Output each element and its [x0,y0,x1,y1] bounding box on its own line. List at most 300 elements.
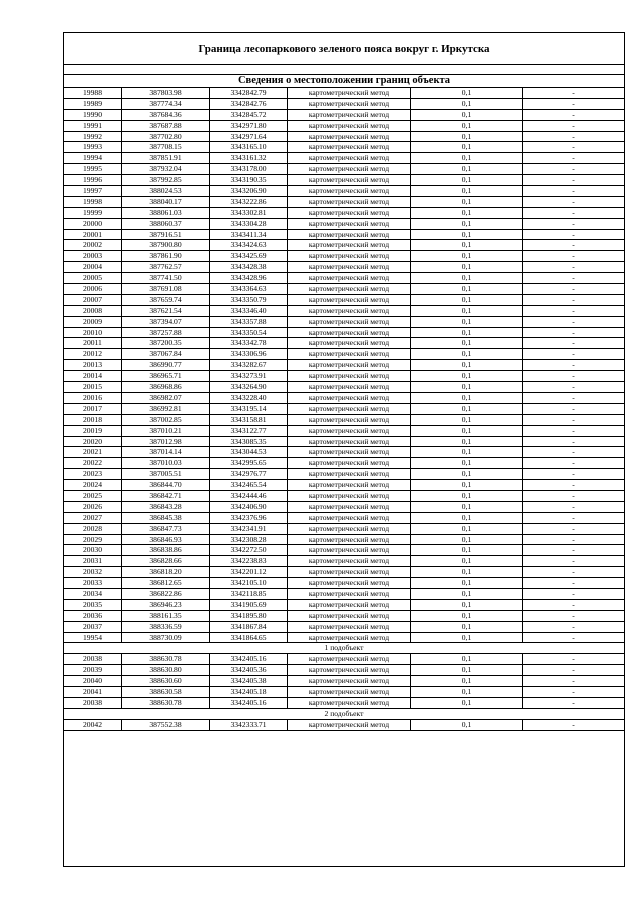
x-coordinate-cell: 386842.71 [122,491,210,501]
method-cell: картометрический метод [288,578,411,588]
point-number-cell: 20006 [64,284,122,294]
subobject-label: 1 подобъект [324,643,364,653]
y-coordinate-cell: 3343306.96 [210,349,288,359]
point-number-cell: 20039 [64,665,122,675]
accuracy-cell: 0,1 [411,437,523,447]
y-coordinate-cell: 3343044.53 [210,447,288,457]
point-number-cell: 20016 [64,393,122,403]
table-row [64,502,624,513]
table-row [64,360,624,371]
x-coordinate-cell: 387552.38 [122,720,210,730]
table-row [64,197,624,208]
point-number-cell: 19989 [64,99,122,109]
point-number-cell: 20008 [64,306,122,316]
table-row [64,665,624,676]
method-cell: картометрический метод [288,437,411,447]
accuracy-cell: 0,1 [411,284,523,294]
table-row [64,219,624,230]
accuracy-cell: 0,1 [411,349,523,359]
point-number-cell: 19994 [64,153,122,163]
note-cell: - [572,436,575,446]
x-coordinate-cell: 386844.70 [122,480,210,490]
table-row [64,720,624,731]
method-cell: картометрический метод [288,251,411,261]
point-number-cell: 20020 [64,437,122,447]
method-cell: картометрический метод [288,262,411,272]
x-coordinate-cell: 387774.34 [122,99,210,109]
method-cell: картометрический метод [288,328,411,338]
accuracy-cell: 0,1 [411,589,523,599]
method-cell: картометрический метод [288,404,411,414]
table-row [64,622,624,633]
table-row [64,447,624,458]
y-coordinate-cell: 3343350.79 [210,295,288,305]
method-cell: картометрический метод [288,306,411,316]
y-coordinate-cell: 3342405.36 [210,665,288,675]
point-number-cell: 20002 [64,240,122,250]
table-row [64,371,624,382]
point-number-cell: 20012 [64,349,122,359]
x-coordinate-cell: 387010.21 [122,426,210,436]
x-coordinate-cell: 387992.85 [122,175,210,185]
y-coordinate-cell: 3342405.16 [210,654,288,664]
table-row [64,491,624,502]
x-coordinate-cell: 387002.85 [122,415,210,425]
y-coordinate-cell: 3342971.64 [210,132,288,142]
note-cell: - [572,697,575,707]
point-number-cell: 20028 [64,524,122,534]
point-number-cell: 20030 [64,545,122,555]
subobject-separator [64,643,624,654]
x-coordinate-cell: 386992.81 [122,404,210,414]
table-body [64,88,624,731]
note-cell: - [572,305,575,315]
x-coordinate-cell: 387741.50 [122,273,210,283]
x-coordinate-cell: 387900.80 [122,240,210,250]
table-row [64,251,624,262]
accuracy-cell: 0,1 [411,404,523,414]
table-row [64,469,624,480]
method-cell: картометрический метод [288,273,411,283]
table-row [64,153,624,164]
x-coordinate-cell: 388060.37 [122,219,210,229]
x-coordinate-cell: 386818.20 [122,567,210,577]
note-cell: - [572,207,575,217]
table-row [64,654,624,665]
x-coordinate-cell: 386846.93 [122,535,210,545]
note-cell: - [572,284,575,294]
x-coordinate-cell: 388630.78 [122,654,210,664]
accuracy-cell: 0,1 [411,458,523,468]
table-row [64,676,624,687]
y-coordinate-cell: 3342406.90 [210,502,288,512]
accuracy-cell: 0,1 [411,426,523,436]
point-number-cell: 19992 [64,132,122,142]
x-coordinate-cell: 386843.28 [122,502,210,512]
table-row [64,437,624,448]
section-subtitle: Сведения о местоположении границ объекта [64,75,624,88]
y-coordinate-cell: 3341905.69 [210,600,288,610]
point-number-cell: 19999 [64,208,122,218]
note-cell: - [572,469,575,479]
accuracy-cell: 0,1 [411,273,523,283]
note-cell: - [572,588,575,598]
y-coordinate-cell: 3343165.10 [210,142,288,152]
accuracy-cell: 0,1 [411,513,523,523]
table-row [64,415,624,426]
accuracy-cell: 0,1 [411,240,523,250]
note-cell: - [572,164,575,174]
method-cell: картометрический метод [288,230,411,240]
point-number-cell: 20035 [64,600,122,610]
method-cell: картометрический метод [288,447,411,457]
accuracy-cell: 0,1 [411,121,523,131]
x-coordinate-cell: 387762.57 [122,262,210,272]
note-cell: - [572,120,575,130]
accuracy-cell: 0,1 [411,153,523,163]
accuracy-cell: 0,1 [411,480,523,490]
point-number-cell: 20009 [64,317,122,327]
y-coordinate-cell: 3342308.28 [210,535,288,545]
table-row [64,556,624,567]
y-coordinate-cell: 3343428.96 [210,273,288,283]
accuracy-cell: 0,1 [411,142,523,152]
x-coordinate-cell: 387394.07 [122,317,210,327]
method-cell: картометрический метод [288,371,411,381]
y-coordinate-cell: 3343282.67 [210,360,288,370]
x-coordinate-cell: 387659.74 [122,295,210,305]
y-coordinate-cell: 3343346.40 [210,306,288,316]
y-coordinate-cell: 3343342.78 [210,338,288,348]
accuracy-cell: 0,1 [411,611,523,621]
note-cell: - [572,196,575,206]
accuracy-cell: 0,1 [411,545,523,555]
note-cell: - [572,654,575,664]
method-cell: картометрический метод [288,153,411,163]
method-cell: картометрический метод [288,687,411,697]
table-row [64,338,624,349]
note-cell: - [572,131,575,141]
table-row [64,382,624,393]
y-coordinate-cell: 3342376.96 [210,513,288,523]
method-cell: картометрический метод [288,676,411,686]
note-cell: - [572,98,575,108]
method-cell: картометрический метод [288,469,411,479]
method-cell: картометрический метод [288,208,411,218]
point-number-cell: 19998 [64,197,122,207]
y-coordinate-cell: 3343190.35 [210,175,288,185]
method-cell: картометрический метод [288,633,411,643]
point-number-cell: 20011 [64,338,122,348]
table-row [64,186,624,197]
document-table [63,32,625,867]
table-row [64,230,624,241]
accuracy-cell: 0,1 [411,578,523,588]
point-number-cell: 20023 [64,469,122,479]
point-number-cell: 20036 [64,611,122,621]
point-number-cell: 20042 [64,720,122,730]
y-coordinate-cell: 3343304.28 [210,219,288,229]
accuracy-cell: 0,1 [411,567,523,577]
x-coordinate-cell: 387708.15 [122,142,210,152]
accuracy-cell: 0,1 [411,230,523,240]
accuracy-cell: 0,1 [411,491,523,501]
accuracy-cell: 0,1 [411,687,523,697]
accuracy-cell: 0,1 [411,676,523,686]
method-cell: картометрический метод [288,110,411,120]
point-number-cell: 20037 [64,622,122,632]
point-number-cell: 20033 [64,578,122,588]
point-number-cell: 19991 [64,121,122,131]
method-cell: картометрический метод [288,600,411,610]
method-cell: картометрический метод [288,338,411,348]
method-cell: картометрический метод [288,175,411,185]
method-cell: картометрический метод [288,317,411,327]
note-cell: - [572,382,575,392]
accuracy-cell: 0,1 [411,633,523,643]
point-number-cell: 20004 [64,262,122,272]
note-cell: - [572,218,575,228]
x-coordinate-cell: 387691.08 [122,284,210,294]
x-coordinate-cell: 387684.36 [122,110,210,120]
note-cell: - [572,490,575,500]
method-cell: картометрический метод [288,611,411,621]
point-number-cell: 20031 [64,556,122,566]
x-coordinate-cell: 387803.98 [122,88,210,98]
table-row [64,164,624,175]
point-number-cell: 20015 [64,382,122,392]
x-coordinate-cell: 388161.35 [122,611,210,621]
accuracy-cell: 0,1 [411,524,523,534]
x-coordinate-cell: 387621.54 [122,306,210,316]
x-coordinate-cell: 387067.84 [122,349,210,359]
accuracy-cell: 0,1 [411,502,523,512]
table-row [64,273,624,284]
table-row [64,480,624,491]
x-coordinate-cell: 387014.14 [122,447,210,457]
point-number-cell: 20038 [64,654,122,664]
x-coordinate-cell: 387005.51 [122,469,210,479]
x-coordinate-cell: 387010.03 [122,458,210,468]
method-cell: картометрический метод [288,186,411,196]
note-cell: - [572,240,575,250]
note-cell: - [572,458,575,468]
point-number-cell: 20034 [64,589,122,599]
note-cell: - [572,273,575,283]
y-coordinate-cell: 3343428.38 [210,262,288,272]
method-cell: картометрический метод [288,349,411,359]
note-cell: - [572,316,575,326]
note-cell: - [572,523,575,533]
method-cell: картометрический метод [288,284,411,294]
note-cell: - [572,610,575,620]
table-row [64,142,624,153]
y-coordinate-cell: 3343085.35 [210,437,288,447]
point-number-cell: 20029 [64,535,122,545]
table-row [64,306,624,317]
y-coordinate-cell: 3342341.91 [210,524,288,534]
table-row [64,317,624,328]
note-cell: - [572,262,575,272]
x-coordinate-cell: 388024.53 [122,186,210,196]
y-coordinate-cell: 3342845.72 [210,110,288,120]
x-coordinate-cell: 387932.04 [122,164,210,174]
point-number-cell: 20001 [64,230,122,240]
table-row [64,589,624,600]
note-cell: - [572,425,575,435]
y-coordinate-cell: 3343302.81 [210,208,288,218]
point-number-cell: 20019 [64,426,122,436]
note-cell: - [572,534,575,544]
accuracy-cell: 0,1 [411,600,523,610]
accuracy-cell: 0,1 [411,219,523,229]
accuracy-cell: 0,1 [411,295,523,305]
method-cell: картометрический метод [288,295,411,305]
method-cell: картометрический метод [288,426,411,436]
method-cell: картометрический метод [288,535,411,545]
method-cell: картометрический метод [288,665,411,675]
note-cell: - [572,338,575,348]
note-cell: - [572,719,575,729]
table-row [64,600,624,611]
note-cell: - [572,632,575,642]
y-coordinate-cell: 3343228.40 [210,393,288,403]
method-cell: картометрический метод [288,622,411,632]
table-row [64,513,624,524]
accuracy-cell: 0,1 [411,262,523,272]
note-cell: - [572,360,575,370]
point-number-cell: 20007 [64,295,122,305]
accuracy-cell: 0,1 [411,132,523,142]
table-row [64,535,624,546]
point-number-cell: 20021 [64,447,122,457]
accuracy-cell: 0,1 [411,665,523,675]
y-coordinate-cell: 3343195.14 [210,404,288,414]
accuracy-cell: 0,1 [411,317,523,327]
subobject-label: 2 подобъект [324,708,364,718]
x-coordinate-cell: 388630.58 [122,687,210,697]
y-coordinate-cell: 3343206.90 [210,186,288,196]
note-cell: - [572,447,575,457]
x-coordinate-cell: 388040.17 [122,197,210,207]
point-number-cell: 19996 [64,175,122,185]
method-cell: картометрический метод [288,360,411,370]
accuracy-cell: 0,1 [411,306,523,316]
point-number-cell: 19990 [64,110,122,120]
accuracy-cell: 0,1 [411,469,523,479]
method-cell: картометрический метод [288,132,411,142]
point-number-cell: 20025 [64,491,122,501]
point-number-cell: 20022 [64,458,122,468]
x-coordinate-cell: 387257.88 [122,328,210,338]
method-cell: картометрический метод [288,219,411,229]
table-row [64,328,624,339]
y-coordinate-cell: 3342444.46 [210,491,288,501]
note-cell: - [572,599,575,609]
point-number-cell: 20003 [64,251,122,261]
note-cell: - [572,545,575,555]
x-coordinate-cell: 387851.91 [122,153,210,163]
method-cell: картометрический метод [288,415,411,425]
note-cell: - [572,109,575,119]
accuracy-cell: 0,1 [411,556,523,566]
note-cell: - [572,294,575,304]
y-coordinate-cell: 3342201.12 [210,567,288,577]
x-coordinate-cell: 386946.23 [122,600,210,610]
x-coordinate-cell: 387916.51 [122,230,210,240]
y-coordinate-cell: 3342976.77 [210,469,288,479]
method-cell: картометрический метод [288,197,411,207]
point-number-cell: 20010 [64,328,122,338]
x-coordinate-cell: 386822.86 [122,589,210,599]
y-coordinate-cell: 3343350.54 [210,328,288,338]
x-coordinate-cell: 386845.38 [122,513,210,523]
table-row [64,404,624,415]
note-cell: - [572,676,575,686]
y-coordinate-cell: 3342465.54 [210,480,288,490]
note-cell: - [572,349,575,359]
method-cell: картометрический метод [288,382,411,392]
x-coordinate-cell: 386828.66 [122,556,210,566]
table-row [64,698,624,709]
y-coordinate-cell: 3343158.81 [210,415,288,425]
accuracy-cell: 0,1 [411,654,523,664]
x-coordinate-cell: 388730.09 [122,633,210,643]
method-cell: картометрический метод [288,589,411,599]
method-cell: картометрический метод [288,99,411,109]
y-coordinate-cell: 3342118.85 [210,589,288,599]
point-number-cell: 19954 [64,633,122,643]
method-cell: картометрический метод [288,698,411,708]
y-coordinate-cell: 3342105.10 [210,578,288,588]
accuracy-cell: 0,1 [411,720,523,730]
y-coordinate-cell: 3343178.00 [210,164,288,174]
table-row [64,349,624,360]
accuracy-cell: 0,1 [411,88,523,98]
method-cell: картометрический метод [288,458,411,468]
accuracy-cell: 0,1 [411,382,523,392]
accuracy-cell: 0,1 [411,698,523,708]
table-row [64,567,624,578]
note-cell: - [572,512,575,522]
table-row [64,240,624,251]
method-cell: картометрический метод [288,524,411,534]
x-coordinate-cell: 387702.80 [122,132,210,142]
point-number-cell: 19993 [64,142,122,152]
point-number-cell: 20017 [64,404,122,414]
note-cell: - [572,686,575,696]
table-row [64,611,624,622]
point-number-cell: 20024 [64,480,122,490]
method-cell: картометрический метод [288,393,411,403]
accuracy-cell: 0,1 [411,360,523,370]
y-coordinate-cell: 3341864.65 [210,633,288,643]
method-cell: картометрический метод [288,502,411,512]
note-cell: - [572,414,575,424]
table-row [64,545,624,556]
accuracy-cell: 0,1 [411,186,523,196]
note-cell: - [572,371,575,381]
method-cell: картометрический метод [288,491,411,501]
y-coordinate-cell: 3343424.63 [210,240,288,250]
point-number-cell: 20014 [64,371,122,381]
table-row [64,88,624,99]
method-cell: картометрический метод [288,142,411,152]
x-coordinate-cell: 387861.90 [122,251,210,261]
table-row [64,633,624,644]
note-cell: - [572,175,575,185]
note-cell: - [572,567,575,577]
